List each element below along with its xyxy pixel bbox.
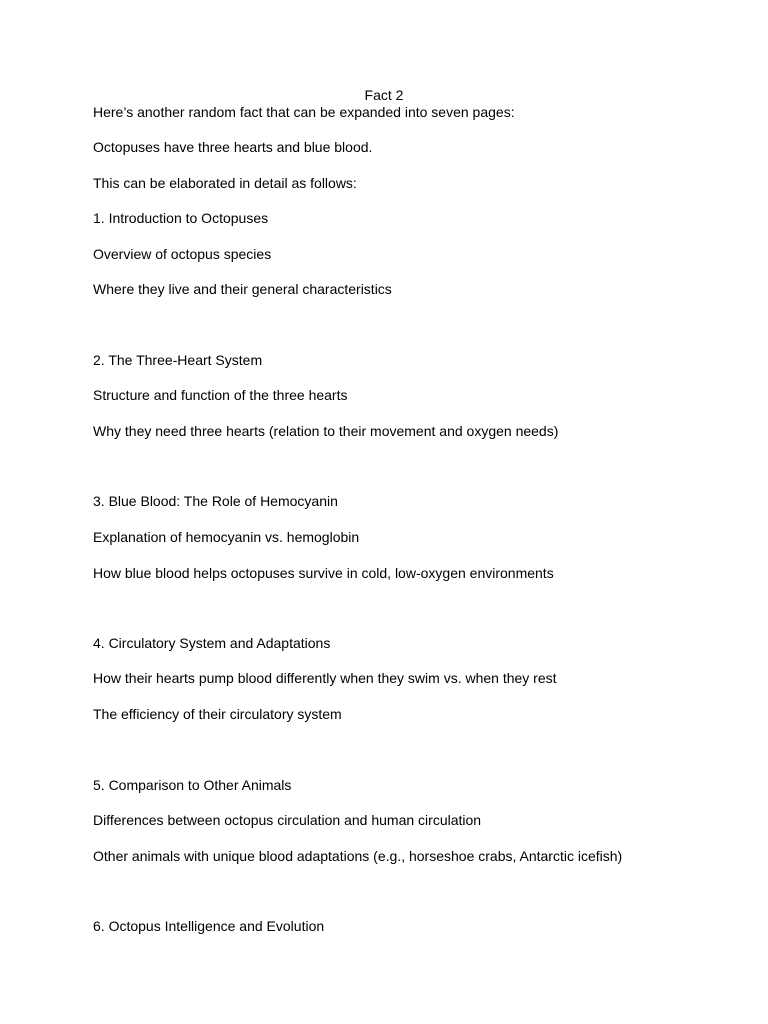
section-heading-4: 4. Circulatory System and Adaptations (93, 635, 331, 651)
section-item: Overview of octopus species (93, 246, 272, 262)
section-item: How their hearts pump blood differently when they swim vs. when they rest (93, 670, 557, 686)
document-title: Fact 2 (364, 87, 404, 103)
section-item: Explanation of hemocyanin vs. hemoglobin (93, 529, 360, 545)
section-item: Differences between octopus circulation and human circulation (93, 812, 482, 828)
section-heading-5: 5. Comparison to Other Animals (93, 777, 292, 793)
section-item: The efficiency of their circulatory system (93, 706, 342, 722)
section-item: Why they need three hearts (relation to their movement and oxygen needs) (93, 423, 559, 439)
section-heading-3: 3. Blue Blood: The Role of Hemocyanin (93, 493, 338, 509)
section-heading-2: 2. The Three-Heart System (93, 352, 263, 368)
section-heading-6: 6. Octopus Intelligence and Evolution (93, 918, 325, 934)
section-item: Structure and function of the three hearts (93, 387, 348, 403)
section-item: How blue blood helps octopuses survive in cold, low-oxygen environments (93, 565, 554, 581)
elaboration-lead: This can be elaborated in detail as follows: (93, 175, 357, 191)
section-item: Other animals with unique blood adaptations (e.g., horseshoe crabs, Antarctic icefish) (93, 848, 623, 864)
fact-statement: Octopuses have three hearts and blue blood. (93, 139, 373, 155)
section-item: Where they live and their general characteristics (93, 281, 392, 297)
intro-paragraph: Here’s another random fact that can be expanded into seven pages: (93, 104, 515, 120)
section-heading-1: 1. Introduction to Octopuses (93, 210, 269, 226)
